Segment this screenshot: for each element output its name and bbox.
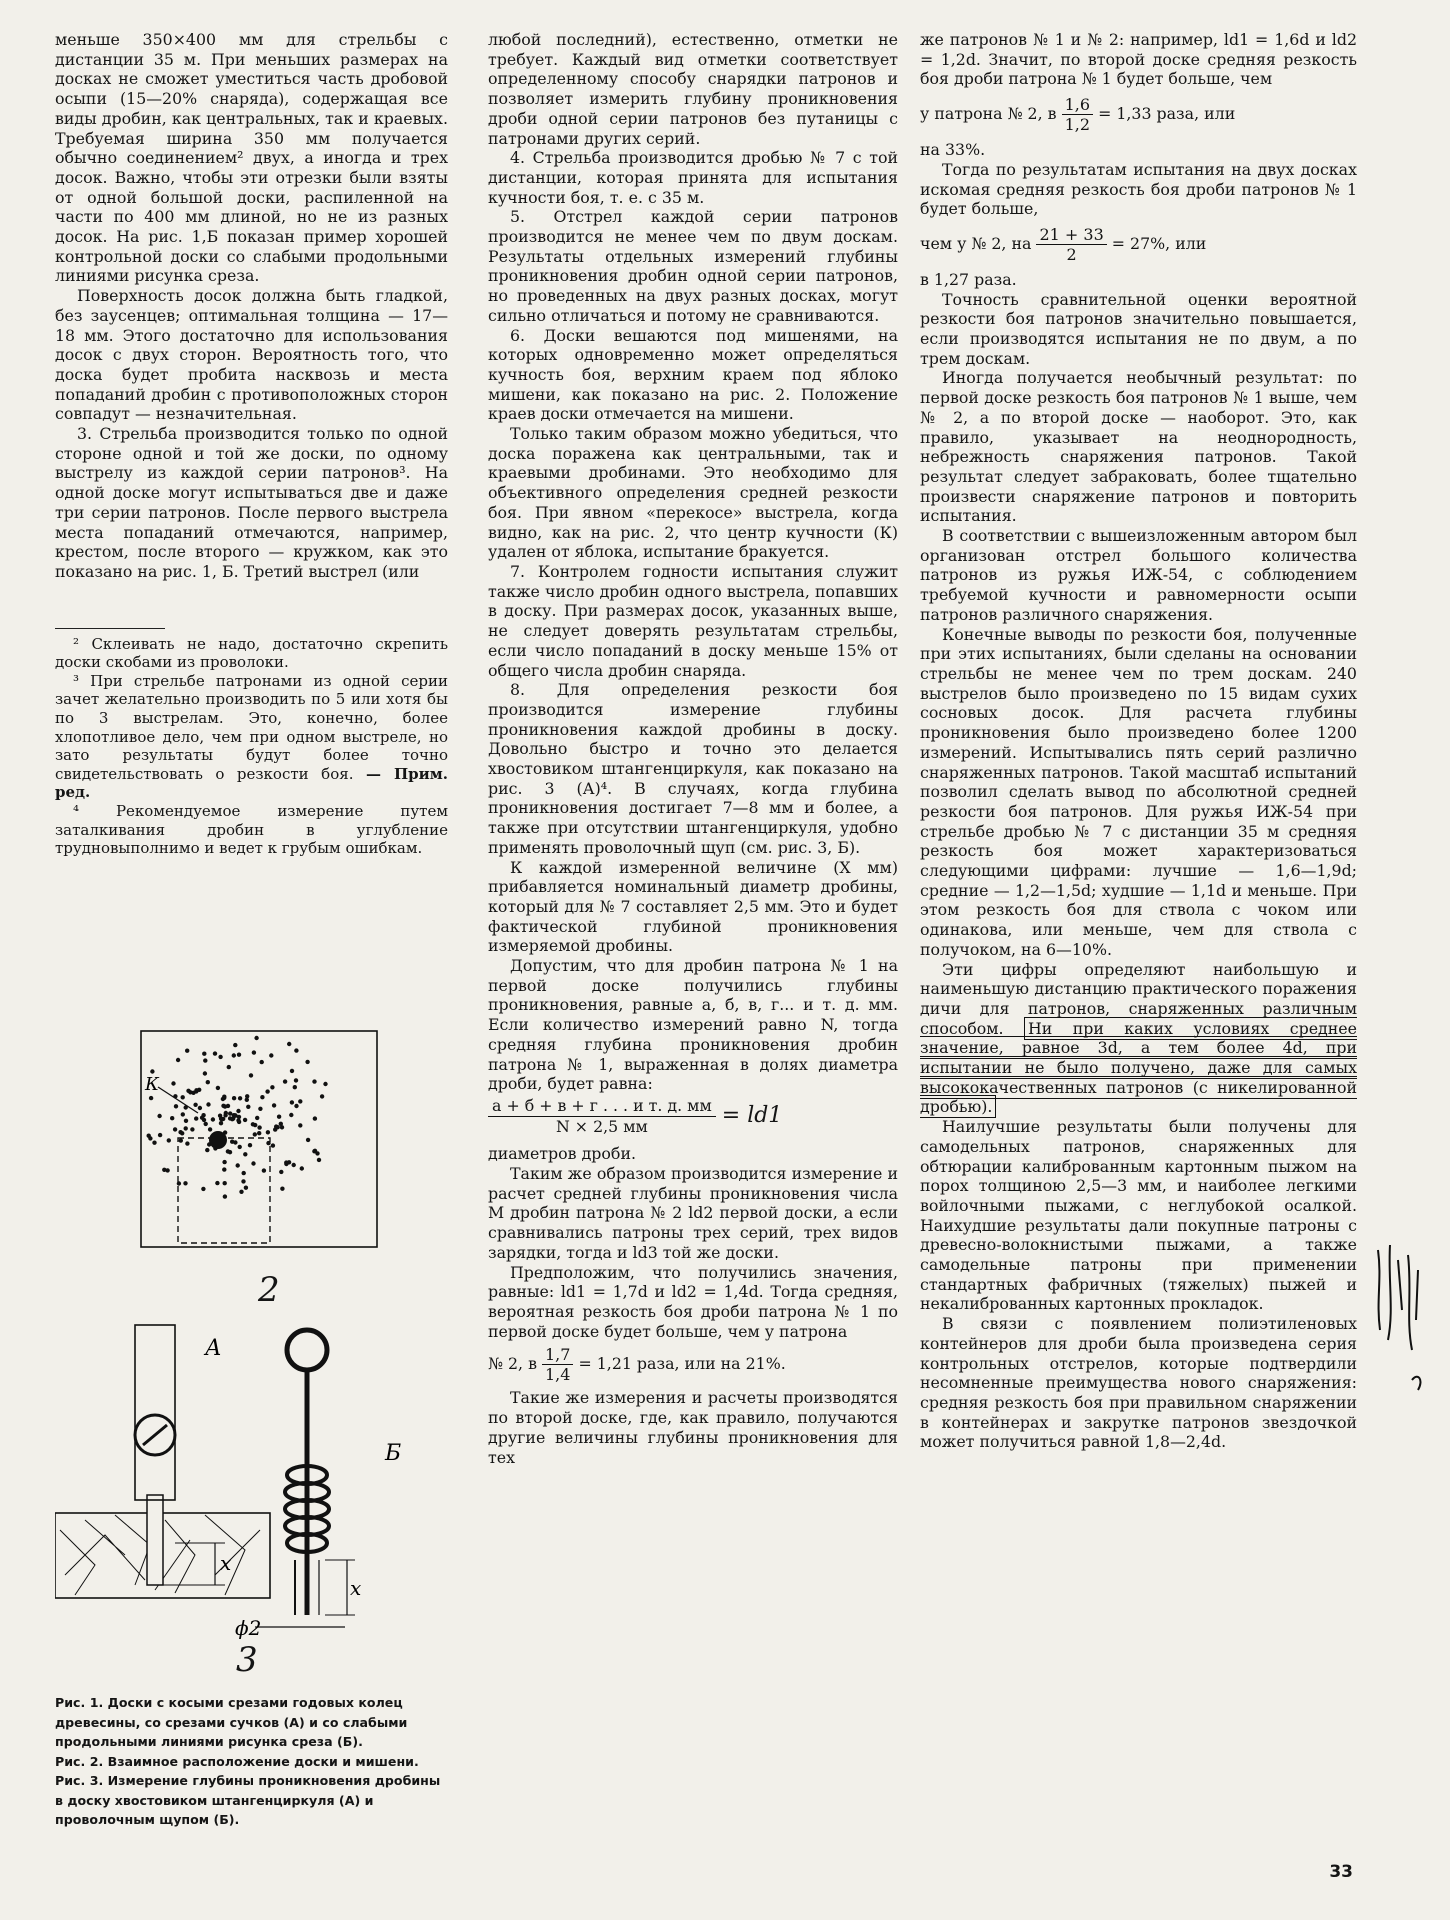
figure-captions bbox=[55, 1693, 448, 1830]
shot-hole bbox=[246, 1105, 250, 1109]
shot-hole bbox=[260, 1095, 264, 1099]
shot-hole bbox=[279, 1122, 283, 1126]
shot-hole bbox=[184, 1126, 188, 1130]
shot-hole bbox=[270, 1085, 274, 1089]
shot-hole bbox=[179, 1138, 183, 1142]
shot-hole bbox=[277, 1115, 281, 1119]
shot-hole bbox=[152, 1141, 156, 1145]
shot-hole bbox=[171, 1081, 175, 1085]
paragraph: на 33%. bbox=[920, 140, 986, 160]
shot-hole bbox=[306, 1138, 310, 1142]
shot-hole bbox=[222, 1167, 226, 1171]
formula-ld1: $\frac{\text{а + б + в + г . . . и т. д. мм}}{N \times 2,5 мм}$ = ld1 bbox=[488, 1096, 898, 1136]
column-3 bbox=[920, 30, 1357, 1452]
paragraph: Тогда по результатам испытания на двух досках искомая средняя резкость боя дроби патронов № 1 будет больше, bbox=[920, 159, 1357, 219]
shot-hole bbox=[313, 1116, 317, 1120]
diameter-label: ϕ2 bbox=[235, 1616, 262, 1640]
paragraph: 4. Стрельба производится дробью № 7 с той дистанции, которая принята для испытания кучности боя, т. е. с 35 м. bbox=[488, 148, 898, 207]
figure-3-number: 3 bbox=[236, 1640, 258, 1680]
caption-fig-3: Рис. 3. Измерение глубины проникновения дробины в доску хвостовиком штангенциркуля (А) и проволочным щупом (Б). bbox=[55, 1773, 441, 1827]
shot-hole bbox=[204, 1122, 208, 1126]
shot-hole bbox=[255, 1116, 259, 1120]
column-1 bbox=[55, 30, 448, 858]
shot-hole bbox=[218, 1114, 222, 1118]
shot-hole bbox=[226, 1149, 230, 1153]
shot-hole bbox=[294, 1048, 298, 1052]
shot-hole bbox=[193, 1103, 197, 1107]
figure-3-depth-measurement bbox=[55, 1315, 450, 1645]
paragraph: В связи с появлением полиэтиленовых контейнеров для дроби была произведена серия контрольных отстрелов, которые подтвердили несомненные преимущества нового снаряжения: средняя резкость боя при правильном снаряжении в контейнерах и закрутке патронов звездочкой может получиться равной 1,8—2,4d. bbox=[920, 1314, 1357, 1452]
shot-hole bbox=[176, 1058, 180, 1062]
ratio-line: у патрона № 2, в $\frac{1,6}{1,2}$ = 1,33 раза, или bbox=[920, 95, 1236, 135]
shot-hole bbox=[294, 1078, 298, 1082]
shot-hole bbox=[238, 1145, 242, 1149]
paragraph: 6. Доски вешаются под мишенями, на которых одновременно может определяться кучность боя, верхним краем под яблоко мишени, как показано на рис. 2. Положение краев доски отмечается на мишени. bbox=[488, 325, 898, 424]
column-2 bbox=[488, 30, 898, 1467]
shot-hole bbox=[244, 1186, 248, 1190]
footnote-2: ² Склеивать не надо, достаточно скрепить доски скобами из проволоки. bbox=[55, 634, 448, 672]
shot-hole bbox=[200, 1116, 204, 1120]
paragraph: же патронов № 1 и № 2: например, ld1 = 1,6d и ld2 = 1,2d. Значит, по второй доске средняя резкость боя дроби патрона № 1 будет больше, чем bbox=[920, 30, 1357, 89]
shot-hole bbox=[272, 1103, 276, 1107]
shot-hole bbox=[174, 1104, 178, 1108]
shot-hole bbox=[158, 1133, 162, 1137]
shot-hole bbox=[292, 1163, 296, 1167]
shot-hole bbox=[257, 1125, 261, 1129]
shot-hole bbox=[243, 1118, 247, 1122]
footnote-3: ³ При стрельбе патронами из одной серии зачет желательно производить по 5 или хотя бы по 3 выстрелам. Это, конечно, более хлопотливое дело, чем при одном выстреле, но зато результаты будут более точно свидетельствовать о резкости боя. — Прим. ред. bbox=[55, 671, 448, 802]
page-number: 33 bbox=[1329, 1862, 1353, 1882]
shot-hole bbox=[148, 1136, 152, 1140]
shot-hole bbox=[300, 1166, 304, 1170]
shot-hole bbox=[215, 1181, 219, 1185]
shot-hole bbox=[198, 1106, 202, 1110]
shot-hole bbox=[223, 1194, 227, 1198]
shot-hole bbox=[190, 1127, 194, 1131]
shot-hole bbox=[290, 1069, 294, 1073]
shot-hole bbox=[218, 1055, 222, 1059]
shot-hole bbox=[167, 1138, 171, 1142]
shot-hole bbox=[274, 1124, 278, 1128]
shot-hole bbox=[173, 1127, 177, 1131]
shot-hole bbox=[251, 1161, 255, 1165]
shot-hole bbox=[238, 1096, 242, 1100]
shot-hole bbox=[241, 1179, 245, 1183]
paragraph: Конечные выводы по резкости боя, полученные при этих испытаниях, были сделаны на основании стрельбы не менее чем по трем доскам. 240 выстрелов было произведено по 15 видам сухих сосновых досок. Для расчета глубины проникновения было произведено более 1200 измерений. Испытывались пять серий различно снаряженных патронов. Такой масштаб испытаний позволил сделать вывод по абсолютной средней резкости боя патронов. Для ружья ИЖ-54 при стрельбе дробью № 7 с дистанции 35 м средняя резкость боя может характеризоваться следующими цифрами: лучшие — 1,6—1,9d; средние — 1,2—1,5d; худшие — 1,1d и меньше. При этом резкость боя для ствола с чоком или одинакова, или меньше, чем для ствола с получоком, на 6—10%. bbox=[920, 624, 1357, 959]
paragraph: Только таким образом можно убедиться, что доска поражена как центральными, так и краевыми дробинами. Это необходимо для объективного определения средней резкости боя. При явном «перекосе» выстрела, когда видно, как на рис. 2, что центр кучности (К) удален от яблока, испытание бракуется. bbox=[488, 424, 898, 562]
shot-hole bbox=[203, 1071, 207, 1075]
depth-x-label-a: x bbox=[220, 1551, 232, 1575]
shot-hole bbox=[258, 1107, 262, 1111]
shot-hole bbox=[293, 1085, 297, 1089]
shot-hole bbox=[177, 1181, 181, 1185]
footnote-divider bbox=[55, 628, 165, 629]
shot-hole bbox=[266, 1141, 270, 1145]
shot-hole bbox=[287, 1042, 291, 1046]
paragraph: Таким же образом производится измерение и расчет средней глубины проникновения числа М дробин патрона № 2 ld2 первой доски, а если сравнивались патроны трех серий, трех видов зарядки, тогда и ld3 той же доски. bbox=[488, 1164, 898, 1262]
shot-hole bbox=[233, 1140, 237, 1144]
shot-hole bbox=[203, 1058, 207, 1062]
shot-hole bbox=[194, 1116, 198, 1120]
shot-hole bbox=[243, 1152, 247, 1156]
shot-hole bbox=[184, 1119, 188, 1123]
shot-hole bbox=[252, 1050, 256, 1054]
shot-hole bbox=[208, 1127, 212, 1131]
shot-hole bbox=[149, 1096, 153, 1100]
shot-hole bbox=[279, 1170, 283, 1174]
shot-hole bbox=[227, 1065, 231, 1069]
shot-hole bbox=[222, 1095, 226, 1099]
paragraph: 7. Контролем годности испытания служит также число дробин одного выстрела, попавших в доску. При размерах досок, указанных выше, не следует доверять результатам стрельбы, если число попаданий в доску меньше 15% от общего числа дробин снаряда. bbox=[488, 561, 898, 680]
paragraph: Допустим, что для дробин патрона № 1 на первой доске получились глубины проникновения, равные а, б, в, г... и т. д. мм. Если количество измерений равно N, тогда средняя глубина проникновения дробин патрона № 1, выраженная в долях диаметра дроби, будет равна: bbox=[488, 956, 898, 1094]
ratio-line: чем у № 2, на $\frac{21 + 33}{2}$ = 27%, или bbox=[920, 224, 1207, 264]
shot-hole bbox=[202, 1052, 206, 1056]
shot-hole bbox=[298, 1123, 302, 1127]
shot-hole bbox=[265, 1089, 269, 1093]
footnotes bbox=[55, 635, 448, 858]
label-a: А bbox=[205, 1336, 222, 1361]
shot-hole bbox=[221, 1104, 225, 1108]
shot-hole bbox=[185, 1141, 189, 1145]
shot-hole bbox=[183, 1181, 187, 1185]
shot-hole bbox=[254, 1036, 258, 1040]
ratio-line: № 2, в $\frac{1,7}{1,4}$ = 1,21 раза, или на 21%. bbox=[488, 1345, 786, 1385]
shot-hole bbox=[211, 1117, 215, 1121]
shot-hole bbox=[317, 1158, 321, 1162]
shot-hole bbox=[242, 1171, 246, 1175]
shot-hole bbox=[236, 1109, 240, 1113]
paragraph: в 1,27 раза. bbox=[920, 269, 1017, 289]
shot-hole bbox=[206, 1102, 210, 1106]
shot-hole bbox=[181, 1112, 185, 1116]
shot-hole bbox=[269, 1053, 273, 1057]
shot-hole bbox=[237, 1053, 241, 1057]
shot-hole bbox=[284, 1160, 288, 1164]
paragraph: Эти цифры определяют наибольшую и наименьшую дистанцию практического поражения дичи для патронов, снаряженных различным способом. Ни при каких условиях среднее значение, равное 3d, а тем более 4d, при испытании не было получено, даже для самых высококачественных патронов (с никелированной дробью). bbox=[920, 959, 1357, 1117]
shot-hole bbox=[313, 1149, 317, 1153]
shot-hole bbox=[239, 1190, 243, 1194]
shot-hole bbox=[224, 1111, 228, 1115]
shot-hole bbox=[197, 1088, 201, 1092]
shot-hole bbox=[233, 1043, 237, 1047]
shot-hole bbox=[232, 1053, 236, 1057]
shot-hole bbox=[228, 1116, 232, 1120]
shot-hole bbox=[257, 1131, 261, 1135]
shot-hole bbox=[262, 1168, 266, 1172]
shot-hole bbox=[213, 1051, 217, 1055]
paragraph: В соответствии с вышеизложенным автором был организован отстрел большого количества патронов из ружья ИЖ-54, с соблюдением требуемой кучности и равномерности осыпи патронов различного снаряжения. bbox=[920, 526, 1357, 624]
shot-hole bbox=[294, 1104, 298, 1108]
shot-hole bbox=[260, 1060, 264, 1064]
shot-hole bbox=[170, 1116, 174, 1120]
caption-fig-2: Рис. 2. Взаимное расположение доски и мишени. bbox=[55, 1753, 419, 1769]
shot-hole bbox=[206, 1080, 210, 1084]
shot-hole bbox=[312, 1079, 316, 1083]
paragraph: 5. Отстрел каждой серии патронов производится не менее чем по двум доскам. Результаты отдельных измерений глубины проникновения дробин одной серии патронов, но проведенных на двух разных досках, могут сильно отличаться и потому не сравниваются. bbox=[488, 207, 898, 325]
paragraph: Иногда получается необычный результат: по первой доске резкость боя патронов № 1 выше, чем № 2, а по второй доске — наоборот. Это, как правило, указывает на неоднородность, небрежность снаряжения патронов. Такой результат следует забраковать, более тщательно произвести снаряжение патронов и повторить испытания. bbox=[920, 368, 1357, 526]
shot-hole bbox=[245, 1094, 249, 1098]
shot-hole bbox=[185, 1049, 189, 1053]
figure-2-number: 2 bbox=[258, 1270, 280, 1310]
shot-hole bbox=[283, 1079, 287, 1083]
shot-hole bbox=[180, 1131, 184, 1135]
paragraph: 3. Стрельба производится только по одной стороне одной и той же доски, по одному выстрелу из каждой серии патронов³. На одной доске могут испытываться две и даже три серии патронов. После первого выстрела места попаданий отмечаются, например, крестом, после второго — кружком, как это показано на рис. 1, Б. Третий выстрел (или bbox=[55, 424, 448, 581]
shot-hole bbox=[271, 1143, 275, 1147]
shot-hole bbox=[290, 1100, 294, 1104]
paragraph: Точность сравнительной оценки вероятной резкости боя патронов значительно повышается, если производятся испытания не по двум, а по трем доскам. bbox=[920, 289, 1357, 368]
paragraph: Поверхность досок должна быть гладкой, без заусенцев; оптимальная толщина — 17—18 мм. Этого достаточно для использования досок с двух сторон. Вероятность того, что доска будет пробита насквозь и места попаданий дробин с противоположных сторон совпадут — незначительная. bbox=[55, 286, 448, 424]
shot-hole bbox=[253, 1132, 257, 1136]
paragraph: меньше 350×400 мм для стрельбы с дистанции 35 м. При меньших размерах на досках не сможет уместиться часть дробовой осыпи (15—20% снаряда), содержащая все виды дробин, как центральных, так и краевых. Требуемая ширина 350 мм получается обычно соединением² двух, а иногда и трех досок. Важно, чтобы эти отрезки были взяты от одной большой доски, распиленной на части по 400 мм длиной, но не из разных досок. На рис. 1,Б показан пример хорошей контрольной доски со слабыми продольными линиями рисунка среза. bbox=[55, 30, 448, 286]
paragraph: диаметров дроби. bbox=[488, 1144, 636, 1164]
handwritten-mark bbox=[1368, 1240, 1430, 1400]
label-b: Б bbox=[385, 1441, 402, 1466]
shot-hole bbox=[157, 1114, 161, 1118]
boxed-annotation: Ни при каких условиях среднее значение, равное 3d, а тем более 4d, при испытании не было получено, даже для самых высококачественных патронов (с никелированной дробью). bbox=[920, 1018, 1357, 1117]
footnote-4: ⁴ Рекомендуемое измерение путем заталкивания дробин в углубление трудновыполнимо и ведет к грубым ошибкам. bbox=[55, 802, 448, 858]
shot-hole bbox=[249, 1073, 253, 1077]
paragraph: любой последний), естественно, отметки не требует. Каждый вид отметки соответствует определенному способу снарядки патронов и позволяет измерить глубину проникновения дроби одной серии патронов без путаницы с патронами других серий. bbox=[488, 30, 898, 148]
shot-hole bbox=[205, 1148, 209, 1152]
shot-hole bbox=[232, 1096, 236, 1100]
shot-hole bbox=[165, 1168, 169, 1172]
depth-x-label-b: x bbox=[350, 1576, 362, 1600]
shot-hole bbox=[219, 1121, 223, 1125]
shot-hole bbox=[236, 1163, 240, 1167]
shot-hole bbox=[186, 1089, 190, 1093]
shot-hole bbox=[298, 1099, 302, 1103]
shot-hole bbox=[201, 1187, 205, 1191]
paragraph: Наилучшие результаты были получены для самодельных патронов, снаряженных для обтюрации калиброванным картонным пыжом на порох толщиною 2,5—3 мм, и наиболее легкими войлочными пыжами, с неглубокой осалкой. Наихудшие результаты дали покупные патроны с древесно-волокнистыми пыжами, а также самодельные патроны при применении стандартных фабричных (тяжелых) пыжей и некалиброванных картонных прокладок. bbox=[920, 1117, 1357, 1314]
shot-hole bbox=[248, 1143, 252, 1147]
paragraph: 8. Для определения резкости боя производится измерение глубины проникновения каждой дробины в доску. Довольно быстро и точно это делается хвостовиком штангенциркуля, как показано на рис. 3 (А)⁴. В случаях, когда глубина проникновения достигает 7—8 мм и более, а также при отсутствии штангенциркуля, удобно применять проволочный щуп (см. рис. 3, Б). bbox=[488, 680, 898, 857]
shot-hole bbox=[181, 1095, 185, 1099]
shot-hole bbox=[222, 1160, 226, 1164]
caption-fig-1: Рис. 1. Доски с косыми срезами годовых колец древесины, со срезами сучков (А) и со слабыми продольными линиями рисунка среза (Б). bbox=[55, 1695, 408, 1749]
shot-hole bbox=[216, 1086, 220, 1090]
shot-hole bbox=[289, 1113, 293, 1117]
shot-hole bbox=[320, 1094, 324, 1098]
shot-hole bbox=[323, 1082, 327, 1086]
shot-hole bbox=[305, 1060, 309, 1064]
shot-hole bbox=[233, 1114, 237, 1118]
shot-hole bbox=[280, 1187, 284, 1191]
paragraph: Предположим, что получились значения, равные: ld1 = 1,7d и ld2 = 1,4d. Тогда средняя, вероятная резкость боя дроби патрона № 1 по первой доске будет больше, чем у патрона bbox=[488, 1262, 898, 1341]
shot-hole bbox=[266, 1130, 270, 1134]
figure-2-board-and-target bbox=[140, 1030, 380, 1250]
paragraph: Такие же измерения и расчеты производятся по второй доске, где, как правило, получаются другие величины глубины проникновения для тех bbox=[488, 1388, 898, 1467]
center-k-label: К bbox=[145, 1074, 159, 1095]
paragraph: К каждой измеренной величине (Х мм) прибавляется номинальный диаметр дробины, который для № 7 составляет 2,5 мм. Это и будет фактической глубиной проникновения измеряемой дробины. bbox=[488, 857, 898, 956]
shot-hole bbox=[251, 1122, 255, 1126]
shot-hole bbox=[223, 1181, 227, 1185]
target-diagram bbox=[140, 1030, 380, 1250]
